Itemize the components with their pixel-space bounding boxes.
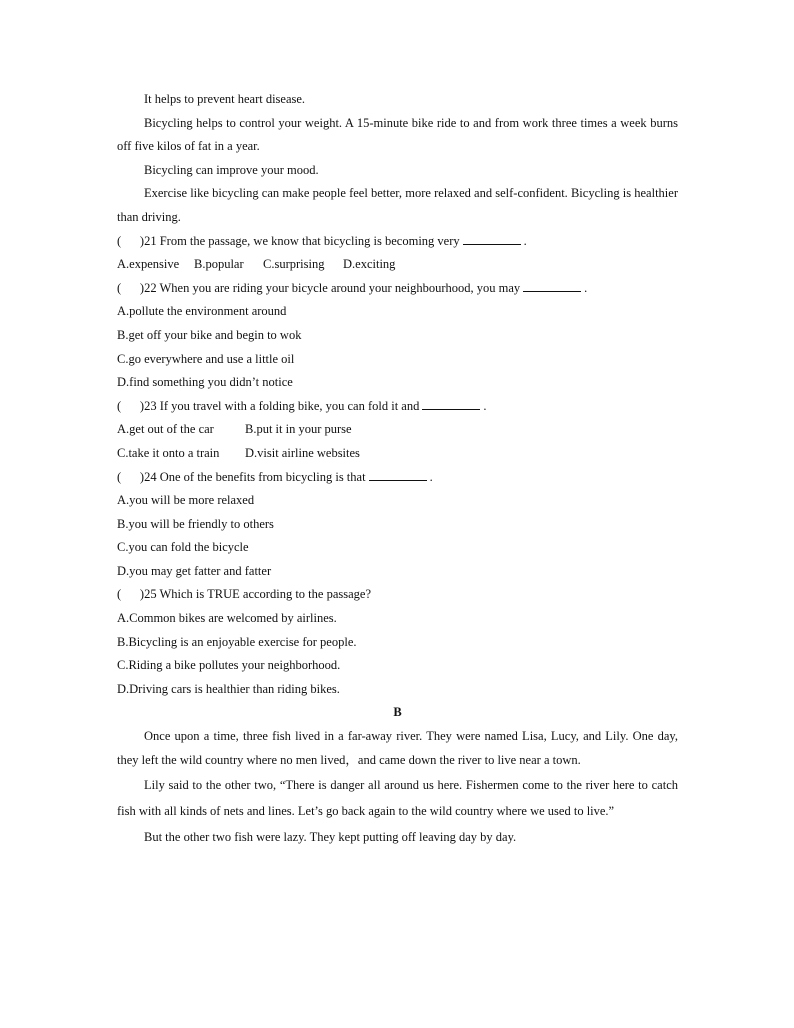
option: B.get off your bike and begin to wok: [117, 327, 302, 342]
option: A.pollute the environment around: [117, 304, 287, 319]
passage-a-paragraph: Exercise like bicycling can make people feel better, more relaxed and self-confident. Bicycling is healthier than driving.: [117, 186, 678, 224]
question-stem: ( )23 If you travel with a folding bike, you can fold it and: [117, 398, 420, 413]
question-24: ( )24 One of the benefits from bicycling is that .: [117, 469, 433, 484]
option: D.visit airline websites: [245, 445, 360, 460]
option: C.take it onto a train: [117, 445, 220, 460]
question-stem: ( )24 One of the benefits from bicycling is that: [117, 469, 366, 484]
answer-blank: [463, 232, 521, 245]
option: C.Riding a bike pollutes your neighborhood.: [117, 658, 341, 673]
question-stem: ( )21 From the passage, we know that bicycling is becoming very: [117, 233, 460, 248]
section-title: B: [393, 705, 402, 720]
question-22: ( )22 When you are riding your bicycle around your neighbourhood, you may .: [117, 280, 588, 295]
option: D.exciting: [343, 257, 396, 272]
option: C.go everywhere and use a little oil: [117, 351, 295, 366]
options-row: [117, 253, 678, 277]
option: A.expensive: [117, 257, 180, 272]
question-23: ( )23 If you travel with a folding bike, you can fold it and .: [117, 398, 487, 413]
answer-blank: [422, 397, 480, 410]
option: D.Driving cars is healthier than riding bikes.: [117, 681, 340, 696]
question-stem: ( )22 When you are riding your bicycle around your neighbourhood, you may: [117, 280, 521, 295]
option: C.you can fold the bicycle: [117, 540, 249, 555]
question-21: ( )21 From the passage, we know that bicycling is becoming very .: [117, 233, 527, 248]
passage-b-paragraph: Once upon a time, three fish lived in a far-away river. They were named Lisa, Lucy, and Lily. One day, they left the wild country where no men lived，and came down the river to live near a town.: [117, 729, 678, 767]
passage-a-paragraph: Bicycling can improve your mood.: [144, 162, 319, 177]
question-25: [117, 583, 678, 607]
option: A.get out of the car: [117, 422, 214, 437]
passage-b-paragraph: Lily said to the other two, “There is danger all around us here. Fishermen come to the river here to catch fish with all kinds of nets and lines. Let’s go back again to the wild country where we used to live.”: [117, 778, 678, 819]
option: B.put it in your purse: [245, 422, 352, 437]
option: B.Bicycling is an enjoyable exercise for people.: [117, 634, 357, 649]
document-page: [117, 88, 678, 850]
option: A.you will be more relaxed: [117, 493, 255, 508]
passage-a-paragraph: Bicycling helps to control your weight. A 15-minute bike ride to and from work three times a week burns off five kilos of fat in a year.: [117, 115, 678, 154]
answer-blank: [523, 279, 581, 292]
options-row: [117, 418, 678, 442]
passage-a-paragraph: It helps to prevent heart disease.: [144, 92, 306, 106]
question-stem: ( )25 Which is TRUE according to the passage?: [117, 587, 371, 602]
option: B.you will be friendly to others: [117, 516, 274, 531]
option: B.popular: [194, 257, 244, 272]
option: D.find something you didn’t notice: [117, 375, 293, 390]
answer-blank: [369, 468, 427, 481]
passage-b-paragraph: But the other two fish were lazy. They kept putting off leaving day by day.: [144, 830, 517, 845]
option: D.you may get fatter and fatter: [117, 563, 272, 578]
option: C.surprising: [263, 257, 325, 272]
options-row: [117, 442, 678, 466]
option: A.Common bikes are welcomed by airlines.: [117, 611, 337, 626]
